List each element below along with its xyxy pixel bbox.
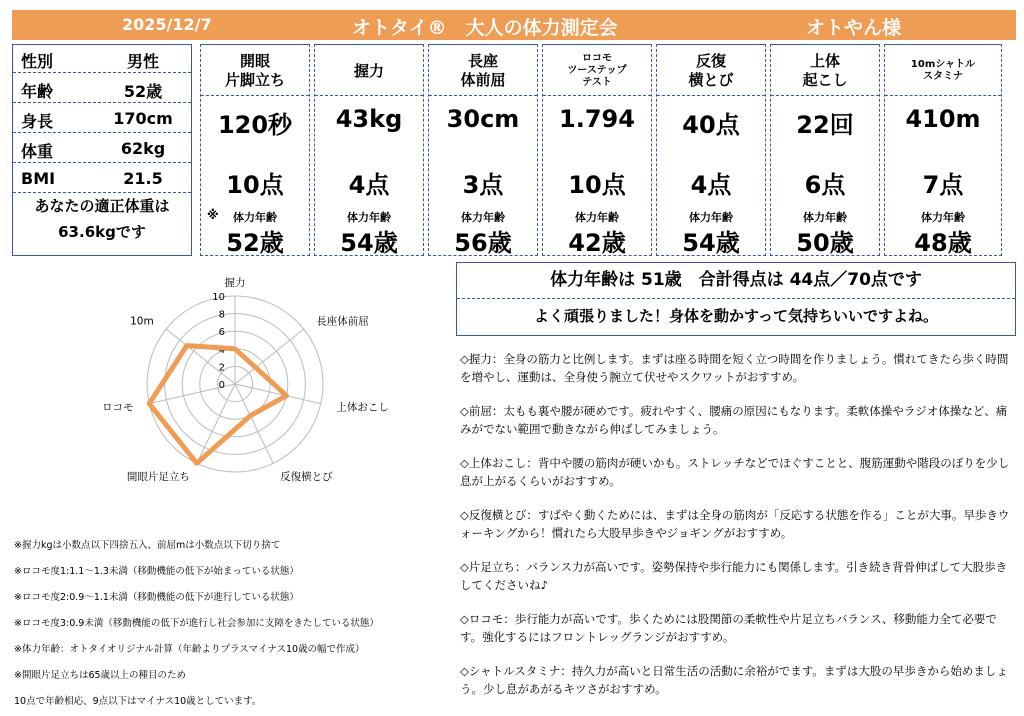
test-name: 握力: [353, 61, 384, 80]
fitness-age: 42歳: [568, 229, 626, 257]
divider: [885, 95, 1001, 96]
radar-category-label: 反復横とび: [280, 470, 333, 483]
fitness-age: 54歳: [682, 229, 740, 257]
test-value: 1.794: [559, 105, 635, 133]
test-column: [770, 44, 880, 256]
test-points: 7点: [922, 171, 964, 199]
radar-category-label: 上体おこし: [336, 401, 389, 414]
test-column: [428, 44, 538, 256]
footnote: ※開眼片足立ちは65歳以上の種目のため: [14, 670, 187, 681]
advice-item: ◇片足立ち：バランス力が高いです。姿勢保持や歩行能力にも関係します。引き続き背骨伸ばして大股歩きしてくださいね♪: [460, 560, 1008, 592]
radar-tick-label: 6: [218, 327, 225, 339]
divider: [543, 95, 651, 96]
profile-value: 52歳: [123, 82, 163, 101]
fitness-age: 56歳: [454, 229, 512, 257]
test-points: 4点: [348, 171, 390, 199]
fitness-age-label: 体力年齢: [921, 211, 965, 224]
radar-category-label: 10m: [130, 315, 154, 328]
summary-box: [456, 262, 1016, 336]
divider: [315, 95, 423, 96]
test-points: 6点: [804, 171, 846, 199]
fitness-age-label: 体力年齢: [689, 211, 733, 224]
footnote: ※ロコモ度1:1.1～1.3未満（移動機能の低下が始まっている状態）: [14, 566, 299, 577]
radar-tick-label: 8: [218, 309, 225, 321]
radar-tick-label: 4: [218, 344, 225, 356]
test-column: [884, 44, 1002, 256]
ideal-weight-value: 63.6kgです: [58, 223, 146, 241]
profile-row-bmi: [13, 165, 191, 193]
test-value: 30cm: [446, 105, 520, 133]
footnote: ※ロコモ度2:0.9～1.1未満（移動機能の低下が進行している状態）: [14, 592, 299, 603]
profile-label: 年齢: [21, 82, 54, 101]
radar-chart: [90, 268, 400, 508]
header-date: 2025/12/7: [122, 15, 212, 34]
radar-category-label: 長座体前屈: [316, 315, 369, 328]
profile-label: 体重: [21, 142, 54, 161]
profile-value: 男性: [126, 52, 159, 71]
ideal-weight: [13, 193, 191, 245]
profile-row-weight: [13, 135, 191, 163]
header-bar: [12, 10, 1016, 40]
test-name: 長座 体前屈: [460, 52, 506, 89]
divider: [657, 95, 765, 96]
profile-row-age: [13, 75, 191, 103]
test-value: 410m: [905, 105, 981, 133]
test-column: [200, 44, 310, 256]
divider: [771, 95, 879, 96]
summary-total: 体力年齢は 51歳 合計得点は 44点／70点です: [457, 263, 1015, 299]
fitness-age: 54歳: [340, 229, 398, 257]
footnote: ※体力年齢：オトタイオリジナル計算（年齢よりプラスマイナス10歳の幅で作成）: [14, 644, 365, 655]
radar-tick-label: 0: [218, 380, 225, 391]
fitness-age: 48歳: [914, 229, 972, 257]
radar-category-label: ロコモ: [102, 401, 134, 414]
profile-label: 身長: [21, 112, 54, 131]
advice-item: ◇前屈：太もも裏や腰が硬めです。疲れやすく、腰痛の原因にもなります。柔軟体操やラジオ体操など、痛みがでない範囲で動きながら伸ばしてみましょう。: [460, 404, 1008, 436]
fitness-age-label: 体力年齢: [347, 211, 391, 224]
profile-label: BMI: [21, 169, 56, 188]
footnotes: [14, 533, 379, 715]
profile-panel: [12, 44, 192, 256]
footnote: ※ロコモ度3:0.9未満（移動機能の低下が進行し社会参加に支障をきたしている状態）: [14, 618, 379, 629]
advice-item: ◇シャトルスタミナ：持久力が高いと日常生活の活動に余裕がでます。まずは大股の早歩きから始めましょう。少し息があがるキツさがおすすめ。: [460, 664, 1008, 696]
test-column: [542, 44, 652, 256]
test-name: 上体 起こし: [802, 52, 848, 89]
test-name: 反復 横とび: [688, 52, 734, 89]
advice-item: ◇上体おこし：背中や腰の筋肉が硬いかも。ストレッチなどでほぐすことと、腹筋運動や階段のぼりを少し息が上がるくらいがおすすめ。: [460, 456, 1010, 488]
radar-tick-label: 2: [218, 362, 225, 374]
profile-row-sex: [13, 45, 191, 73]
test-points: 10点: [568, 171, 626, 199]
radar-category-label: 握力: [224, 277, 246, 289]
test-value: 120秒: [217, 111, 293, 139]
radar-category-label: 開眼片足立ち: [126, 470, 190, 483]
test-column: [314, 44, 424, 256]
footnote: ※握力kgは小数点以下四捨五入、前屈mは小数点以下切り捨て: [14, 540, 281, 551]
header-title: オトタイ® 大人の体力測定会: [352, 17, 618, 39]
footnote: 10点で年齢相応、9点以下はマイナス10歳としています。: [14, 696, 262, 707]
advice-item: ◇ロコモ：歩行能力が高いです。歩くためには股関節の柔軟性や片足立ちバランス、移動能力全て必要です。強化するにはフロントレッグランジがおすすめ。: [460, 612, 997, 644]
fitness-age-label: 体力年齢: [233, 211, 277, 224]
test-value: 40点: [682, 111, 740, 139]
advice-list: [460, 350, 1016, 714]
ideal-weight-label: あなたの適正体重は: [34, 197, 170, 215]
test-points: 3点: [462, 171, 504, 199]
test-name: 10mシャトル スタミナ: [910, 59, 976, 82]
profile-value: 62kg: [120, 139, 166, 158]
fitness-age: 52歳: [226, 229, 284, 257]
radar-tick-label: 10: [212, 292, 225, 303]
divider: [429, 95, 537, 96]
divider: [201, 95, 309, 96]
summary-message: よく頑張りました！身体を動かすって気持ちいいですよね。: [533, 307, 939, 325]
test-name: ロコモ ツーステップ テスト: [567, 53, 627, 88]
fitness-age-label: 体力年齢: [461, 211, 505, 224]
header-name: オトやん様: [806, 17, 902, 39]
test-value: 22回: [796, 111, 854, 139]
fitness-age-label: 体力年齢: [575, 211, 619, 224]
advice-item: ◇反復横とび：すばやく動くためには、まずは全身の筋肉が「反応する状態を作る」ことが大事。早歩きウォーキングから！慣れたら大股早歩きやジョギングがおすすめ。: [460, 508, 1010, 540]
test-column: [656, 44, 766, 256]
profile-row-height: [13, 105, 191, 133]
test-points: 10点: [226, 171, 284, 199]
profile-value: 170cm: [113, 109, 173, 128]
note-mark: ※: [207, 208, 219, 222]
test-name: 開眼 片脚立ち: [224, 52, 285, 89]
profile-value: 21.5: [123, 169, 163, 188]
test-points: 4点: [690, 171, 732, 199]
fitness-age: 50歳: [796, 229, 854, 257]
advice-item: ◇握力：全身の筋力と比例します。まずは座る時間を短く立つ時間を作りましょう。慣れてきたら歩く時間を増やし、運動は、全身使う腕立て伏せやスクワットがおすすめ。: [460, 352, 1009, 384]
test-value: 43kg: [335, 105, 403, 133]
fitness-age-label: 体力年齢: [803, 211, 847, 224]
profile-label: 性別: [21, 52, 54, 71]
